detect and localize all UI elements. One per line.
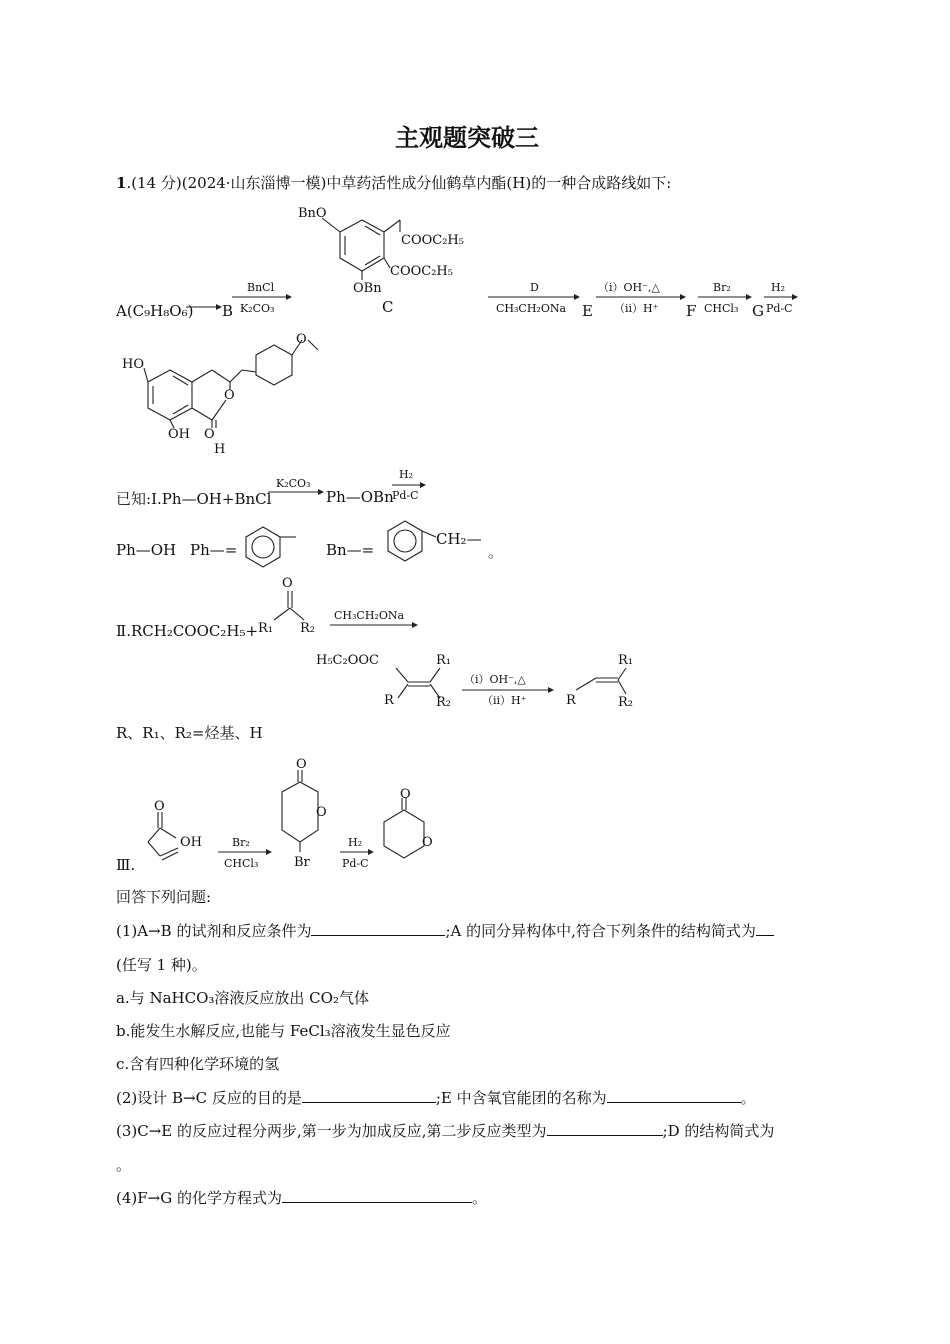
answer-blank-2b[interactable] <box>607 1088 741 1103</box>
reagent-ab-top: BnCl <box>247 281 275 294</box>
known2-lhs: Ⅱ.RCH₂COOC₂H₅+ <box>116 622 259 640</box>
reagent-ab-bottom: K₂CO₃ <box>240 302 275 315</box>
h-oh-label: OH <box>168 427 190 442</box>
h-carbonyl-o: O <box>204 427 215 442</box>
known2-final-r1: R₁ <box>618 653 633 668</box>
def-ph: Ph—= <box>190 541 238 559</box>
known3-reagent-top: Br₂ <box>232 836 250 849</box>
known1-product: Ph—OBn <box>326 488 394 506</box>
known1-reagent: K₂CO₃ <box>276 477 311 490</box>
known3-lactone-o1: O <box>296 757 307 772</box>
compound-h-structure <box>144 340 318 428</box>
known2-reagent: CH₃CH₂ONa <box>334 609 405 622</box>
c-bno-label: BnO <box>298 206 327 221</box>
page-title: 主观题突破三 <box>395 123 539 152</box>
question-1: (1)A→B 的试剂和反应条件为 ;A 的同分异构体中,符合下列条件的结构简式为 <box>116 920 774 941</box>
known2-prod-r: R <box>384 693 394 708</box>
known2-ketone-o: O <box>282 576 293 591</box>
bn-benzene-ring <box>388 521 422 561</box>
c-ester1-label: COOC₂H₅ <box>401 233 464 248</box>
known2-step-top: （ⅰ）OH⁻,△ <box>464 673 526 686</box>
known2-prod-r2: R₂ <box>436 695 451 710</box>
known3-pdc: Pd-C <box>342 857 369 870</box>
h-ring-o: O <box>224 388 235 403</box>
condition-c: c.含有四种化学环境的氢 <box>116 1055 280 1073</box>
known3-h2: H₂ <box>348 836 363 849</box>
reagent-fg-top: Br₂ <box>713 281 731 294</box>
known3-reagent-bottom: CHCl₃ <box>224 857 259 870</box>
compound-c-structure <box>322 218 400 280</box>
known3-br: Br <box>294 855 310 870</box>
svg-text:O: O <box>296 332 307 347</box>
answer-blank-3a[interactable] <box>547 1121 663 1136</box>
reagent-gh-bottom: Pd-C <box>766 302 793 315</box>
question-2: (2)设计 B→C 反应的目的是 ;E 中含氧官能团的名称为 。 <box>116 1089 756 1107</box>
condition-b: b.能发生水解反应,也能与 FeCl₃溶液发生显色反应 <box>116 1022 451 1040</box>
lactone-final-ring <box>384 810 424 858</box>
reagent-fg-bottom: CHCl₃ <box>704 302 739 315</box>
compound-e-label: E <box>582 302 593 320</box>
reagent-gh-top: H₂ <box>771 281 786 294</box>
known3-acid-o: O <box>154 799 165 814</box>
question-header-text: .(14 分)(2024·山东淄博一模)中草药活性成分仙鹤草内酯(H)的一种合成路线如下: <box>126 174 672 192</box>
known1-lhs: Ⅰ.Ph—OH+BnCl <box>151 490 272 508</box>
def-bn: Bn—= <box>326 541 375 559</box>
answer-blank-1a[interactable] <box>311 921 445 936</box>
known2-prod-r1: R₁ <box>436 653 451 668</box>
known2-r1: R₁ <box>258 621 273 636</box>
known3-lactone-o2: O <box>316 805 327 820</box>
h-ho-label: HO <box>122 357 144 372</box>
question-number: 1 <box>116 174 127 192</box>
ph-benzene-ring <box>246 527 280 567</box>
answer-blank-1b[interactable] <box>756 921 774 936</box>
def-end: 。 <box>488 543 504 561</box>
def-ch2: CH₂— <box>436 530 482 548</box>
compound-g-label: G <box>752 302 764 320</box>
compound-h-label: H <box>214 442 226 457</box>
c-ester2-label: COOC₂H₅ <box>390 264 453 279</box>
known1-back-bottom: Pd-C <box>392 489 419 502</box>
question-1-end: (任写 1 种)。 <box>116 956 207 974</box>
known3-label: Ⅲ. <box>116 856 136 874</box>
def-ph-oh: Ph—OH <box>116 541 177 559</box>
known2-final-r: R <box>566 693 576 708</box>
compound-f-label: F <box>686 302 697 320</box>
known2-step-bottom: （ⅱ）H⁺ <box>482 694 527 707</box>
known3-acid-oh: OH <box>180 835 202 850</box>
known3-final-o2: O <box>422 835 433 850</box>
c-obn-label: OBn <box>353 281 382 296</box>
reagent-ce-top: D <box>530 281 539 294</box>
compound-c-label: C <box>382 298 394 316</box>
question-4: (4)F→G 的化学方程式为 。 <box>116 1189 487 1207</box>
answer-blank-4[interactable] <box>282 1188 472 1203</box>
condition-a: a.与 NaHCO₃溶液反应放出 CO₂气体 <box>116 989 369 1007</box>
answer-blank-2a[interactable] <box>302 1088 436 1103</box>
reagent-ce-bottom: CH₃CH₂ONa <box>496 302 567 315</box>
question-3: (3)C→E 的反应过程分两步,第一步为加成反应,第二步反应类型为 ;D 的结构简式为 <box>116 1122 775 1140</box>
known2-final-r2: R₂ <box>618 695 633 710</box>
answer-intro: 回答下列问题: <box>116 888 212 906</box>
known2-r2: R₂ <box>300 621 315 636</box>
question-3-end: 。 <box>116 1156 132 1174</box>
compound-a-label: A(C₉H₈O₆) <box>116 302 194 320</box>
reagent-ef-top: （ⅰ）OH⁻,△ <box>598 281 660 294</box>
reagent-ef-bottom: （ⅱ）H⁺ <box>614 302 659 315</box>
known1-back-top: H₂ <box>399 468 414 481</box>
known2-prod-ester: H₅C₂OOC <box>316 653 379 668</box>
compound-b-label: B <box>222 302 234 320</box>
r-definition: R、R₁、R₂=烃基、H <box>116 724 263 742</box>
known3-final-o1: O <box>400 787 411 802</box>
known-label: 已知:Ⅰ.Ph—OH+BnCl <box>116 490 272 508</box>
lactone-bromo-ring <box>282 782 318 842</box>
